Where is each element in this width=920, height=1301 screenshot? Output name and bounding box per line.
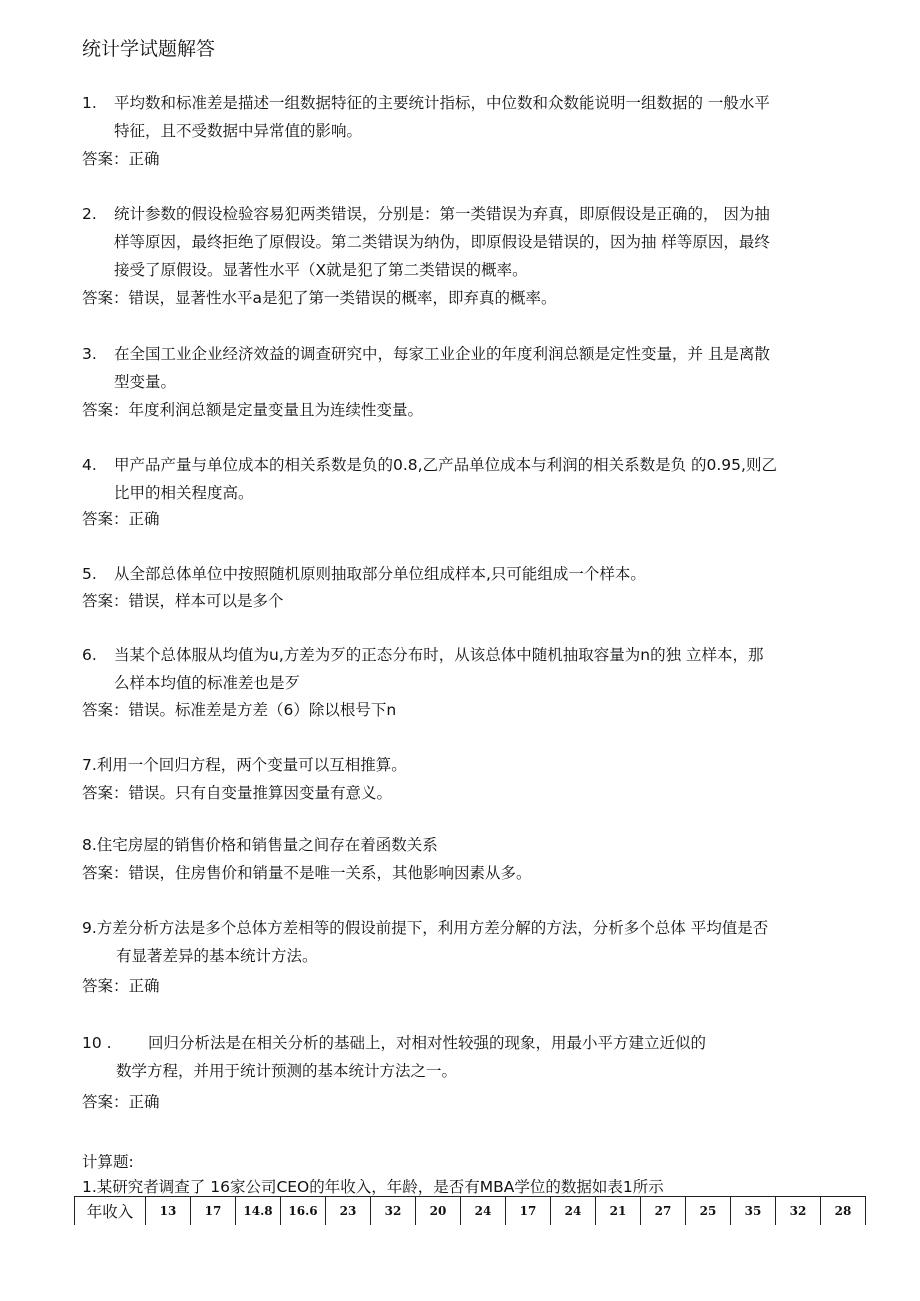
question-line: .住宅房屋的销售价格和销售量之间存在着函数关系	[91, 836, 438, 854]
table-cell: 13	[146, 1197, 191, 1226]
question-line: 从全部总体单位中按照随机原则抽取部分单位组成样本,只可能组成一个样本。	[114, 565, 646, 583]
answer-9: 答案：正确	[82, 977, 160, 995]
question-line: 有显著差异的基本统计方法。	[116, 947, 318, 965]
question-number: 7	[82, 756, 92, 774]
question-10	[82, 1029, 862, 1085]
question-number: 5.	[82, 565, 97, 583]
question-7	[82, 751, 862, 779]
question-3	[82, 340, 862, 396]
question-line: 样等原因，最终拒绝了原假设。第二类错误为纳伪，即原假设是错误的，因为抽 样等原因，最终	[114, 233, 770, 251]
question-line: 数学方程，并用于统计预测的基本统计方法之一。	[116, 1062, 458, 1080]
question-number: 9	[82, 919, 92, 937]
question-4	[82, 451, 862, 507]
question-number: 3.	[82, 345, 97, 363]
question-line: 接受了原假设。显著性水平（X就是犯了第二类错误的概率。	[114, 261, 528, 279]
question-line: 甲产品产量与单位成本的相关系数是负的0.8,乙产品单位成本与利润的相关系数是负 的0.95,则乙	[114, 456, 777, 474]
answer-3: 答案：年度利润总额是定量变量且为连续性变量。	[82, 401, 424, 419]
answer-8: 答案：错误，住房售价和销量不是唯一关系，其他影响因素从多。	[82, 864, 532, 882]
calc-section-title: 计算题:	[82, 1153, 134, 1171]
table-cell: 23	[326, 1197, 371, 1226]
question-6	[82, 641, 862, 697]
table-cell: 16.6	[281, 1197, 326, 1226]
question-2	[82, 200, 862, 284]
question-1	[82, 89, 862, 145]
question-line: 特征，且不受数据中异常值的影响。	[114, 122, 363, 140]
question-line: .利用一个回归方程，两个变量可以互相推算。	[91, 756, 407, 774]
question-line: 统计参数的假设检验容易犯两类错误，分别是：第一类错误为弃真，即原假设是正确的， 因为抽	[114, 205, 770, 223]
question-5	[82, 560, 862, 588]
table-cell: 14.8	[236, 1197, 281, 1226]
question-number: 10 .	[82, 1034, 112, 1052]
question-line: 型变量。	[114, 373, 177, 391]
data-table	[74, 1196, 866, 1225]
answer-10: 答案：正确	[82, 1093, 160, 1111]
answer-4: 答案：正确	[82, 510, 160, 528]
page-title: 统计学试题解答	[82, 38, 216, 60]
question-9	[82, 914, 862, 970]
answer-1: 答案：正确	[82, 150, 160, 168]
question-line: 当某个总体服从均值为u,方差为歹的正态分布时，从该总体中随机抽取容量为n的独 立样本，那	[114, 646, 764, 664]
table-header-cell: 年收入	[75, 1197, 146, 1226]
calc-question-1: 1.某研究者调查了 16家公司CEO的年收入，年龄，是否有MBA学位的数据如表1所示	[82, 1178, 664, 1196]
table-row	[75, 1197, 866, 1226]
question-line: 平均数和标准差是描述一组数据特征的主要统计指标，中位数和众数能说明一组数据的 一般水平	[114, 94, 770, 112]
question-line: .方差分析方法是多个总体方差相等的假设前提下，利用方差分解的方法，分析多个总体 平均值是否	[91, 919, 769, 937]
answer-7: 答案：错误。只有自变量推算因变量有意义。	[82, 784, 393, 802]
table-cell: 27	[641, 1197, 686, 1226]
question-line: 比甲的相关程度高。	[114, 484, 254, 502]
table-cell: 25	[686, 1197, 731, 1226]
answer-6: 答案：错误。标准差是方差（6）除以根号下n	[82, 701, 397, 719]
question-number: 1.	[82, 94, 97, 112]
table-cell: 32	[371, 1197, 416, 1226]
question-number: 6.	[82, 646, 97, 664]
question-number: 4.	[82, 456, 97, 474]
table-cell: 35	[731, 1197, 776, 1226]
table-cell: 28	[821, 1197, 866, 1226]
question-number: 8	[82, 836, 92, 854]
table-cell: 24	[461, 1197, 506, 1226]
question-line: 在全国工业企业经济效益的调查研究中，每家工业企业的年度利润总额是定性变量，并 且是离散	[114, 345, 770, 363]
question-number: 2.	[82, 205, 97, 223]
table-cell: 21	[596, 1197, 641, 1226]
question-line: 么样本均值的标准差也是歹	[114, 674, 301, 692]
answer-2: 答案：错误，显著性水平a是犯了第一类错误的概率，即弃真的概率。	[82, 289, 557, 307]
table-cell: 32	[776, 1197, 821, 1226]
table-cell: 17	[506, 1197, 551, 1226]
answer-5: 答案：错误，样本可以是多个	[82, 592, 284, 610]
table-cell: 24	[551, 1197, 596, 1226]
table-cell: 20	[416, 1197, 461, 1226]
table-cell: 17	[191, 1197, 236, 1226]
question-8	[82, 831, 862, 859]
question-line: 回归分析法是在相关分析的基础上，对相对性较强的现象，用最小平方建立近似的	[148, 1034, 707, 1052]
